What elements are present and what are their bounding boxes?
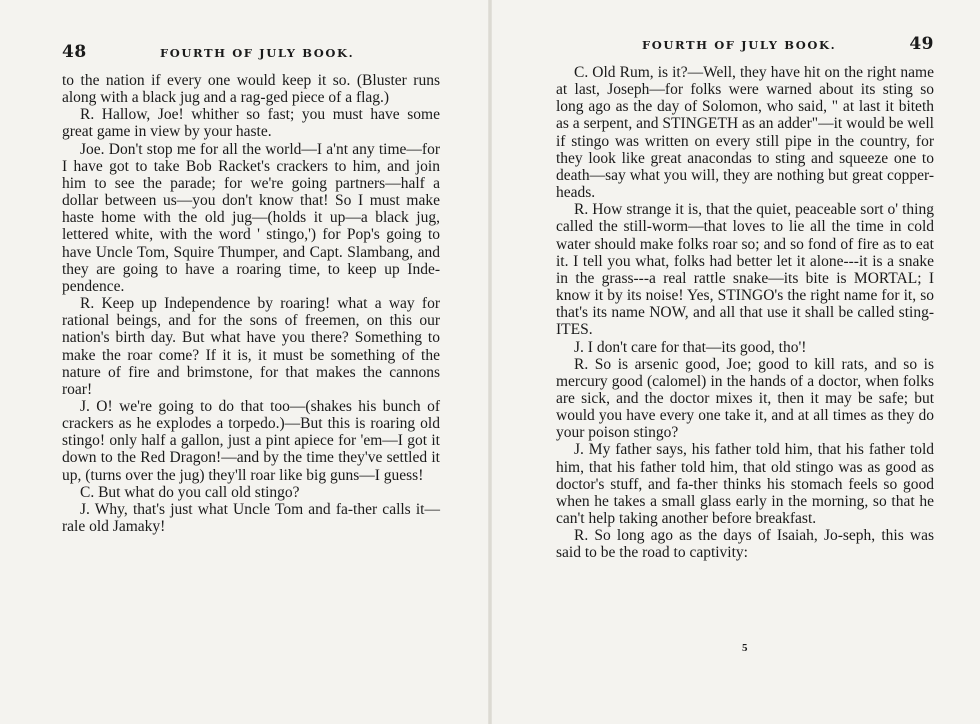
left-page-text	[62, 72, 440, 535]
left-page-header	[62, 42, 440, 64]
left-paragraph-4: R. Keep up Independence by roaring! what a way for rational beings, and for the sons of freemen, on this our nation's birth day. But what have you there? Something to make the roar come? If it is, it must be something of the nature of fire and brimstone, for that makes the cannons roar!	[62, 295, 440, 398]
right-paragraph-1: C. Old Rum, is it?—Well, they have hit on the right name at last, Joseph—for folks were warned about its sting so long ago as the day of Solomon, who said, " at last it biteth as a serpent, and STINGETH as an adder"—it would be well if stingo was written on every still pipe in the country, for they look like great anacondas to sting and squeeze one to death—say what you will, they are nothing but great copper-heads.	[556, 64, 934, 202]
left-paragraph-7: J. Why, that's just what Uncle Tom and fa-ther calls it—rale old Jamaky!	[62, 500, 440, 536]
left-paragraph-3: Joe. Don't stop me for all the world—I a'nt any time—for I have got to take Bob Racket's crackers to him, and join him to see the parade; for we're going partners—half a dollar between us—you don't know that! So I must make haste home with the old jug—(holds it up—a black jug, lettered white, with the word ' stingo,') for Pop's going to have Uncle Tom, Squire Thumper, and Capt. Slambang, and they are going to have a roaring time, to keep up Inde-pendence.	[62, 140, 440, 295]
left-page-number: 48	[62, 42, 87, 62]
right-paragraph-6: R. So long ago as the days of Isaiah, Jo-seph, this was said to be the road to captivity:	[556, 527, 934, 562]
right-paragraph-5: J. My father says, his father told him, that his father told him, that his father told him, that old stingo was as good as doctor's stuff, and fa-ther thinks his stomach feels so good when he takes a small glass early in the morning, so that he can't help taking another before breakfast.	[556, 441, 934, 528]
left-paragraph-2: R. Hallow, Joe! whither so fast; you must have some great game in view by your haste.	[62, 106, 440, 141]
right-paragraph-3: J. I don't care for that—its good, tho'!	[574, 338, 807, 356]
right-paragraph-2: R. How strange it is, that the quiet, peaceable sort o' thing called the still-worm—that loves to lie all the time in cold water should make folks roar so; and so fond of fire as to eat it. I tell you what, folks had better let it alone---it is a snake in the grass---a real rattle snake—its bite is MORTAL; I know it by its noise! Yes, STINGO's the right name for it, so that's its name NOW, and all that use it shall be called sting-ITES.	[556, 201, 934, 339]
left-paragraph-1: to the nation if every one would keep it so. (Bluster runs along with a black jug and a rag-ged piece of a flag.)	[62, 72, 440, 107]
right-page-header	[556, 34, 934, 56]
right-page-text	[556, 64, 934, 562]
right-page	[490, 0, 980, 724]
left-running-head: FOURTH OF JULY BOOK.	[160, 46, 355, 60]
right-running-head: FOURTH OF JULY BOOK.	[642, 38, 837, 52]
left-paragraph-5: J. O! we're going to do that too—(shakes his bunch of crackers as he explodes a torpedo.)—But this is roaring old stingo! only half a gallon, just a pint apiece for 'em—I got it down to the Red Dragon!—and by the time they've settled it up, (turns over the jug) they'll roar like big guns—I guess!	[62, 397, 440, 484]
left-paragraph-6: C. But what do you call old stingo?	[80, 483, 300, 501]
right-paragraph-4: R. So is arsenic good, Joe; good to kill rats, and so is mercury good (calomel) in the hands of a doctor, when folks are sick, and the doctor mixes it, then it may be safe; but would you have every one take it, and at all times as they do your poison stingo?	[556, 355, 934, 442]
right-page-number: 49	[909, 34, 934, 54]
signature-mark: 5	[742, 642, 748, 654]
